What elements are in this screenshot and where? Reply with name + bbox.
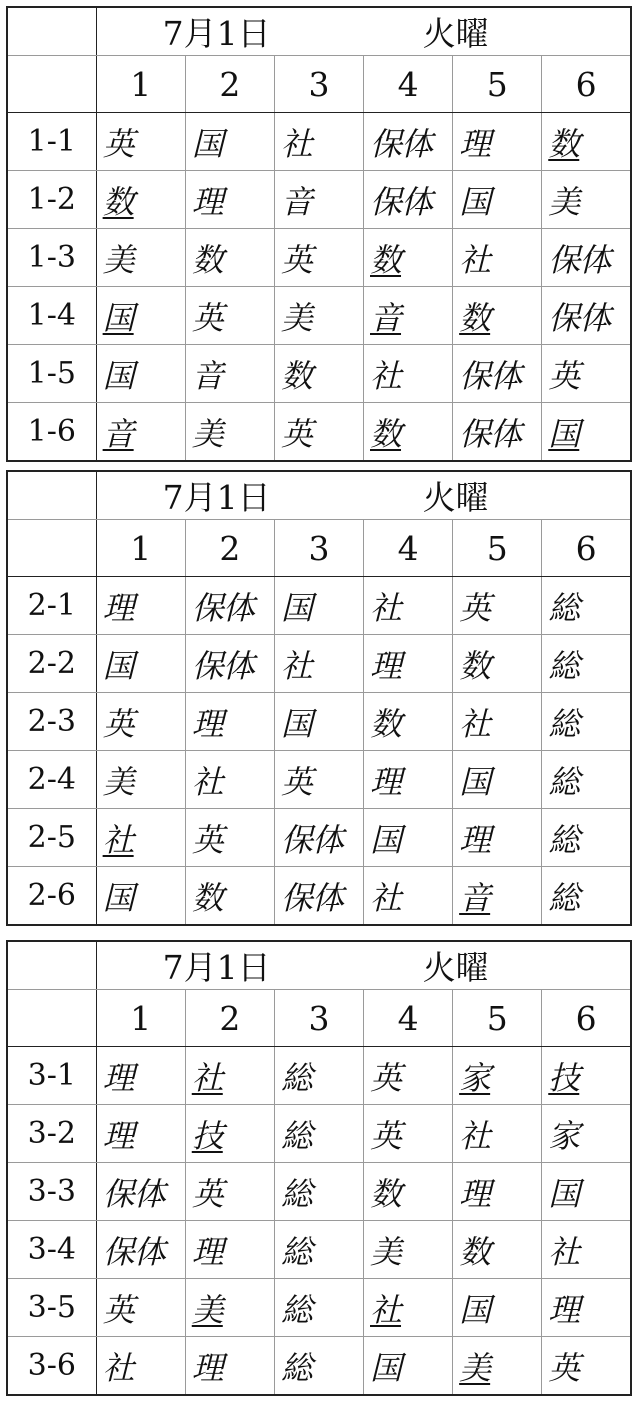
subject-cell <box>542 1105 631 1163</box>
subject-cell <box>542 1221 631 1279</box>
subject-cell <box>364 577 453 635</box>
subject-label: 英 <box>102 1290 134 1329</box>
subject-label: 美 <box>280 298 312 337</box>
subject-cell <box>274 403 363 462</box>
table-row <box>7 287 631 345</box>
table-row <box>7 1047 631 1105</box>
subject-cell <box>364 1221 453 1279</box>
class-label: 2-5 <box>7 809 96 867</box>
subject-cell <box>274 1105 363 1163</box>
subject-cell <box>542 1047 631 1105</box>
table-row <box>7 1221 631 1279</box>
class-label: 2-6 <box>7 867 96 926</box>
subject-cell <box>185 1105 274 1163</box>
subject-label: 総 <box>280 1116 312 1155</box>
subject-cell <box>453 1337 542 1396</box>
class-label: 3-5 <box>7 1279 96 1337</box>
period-header: 2 <box>185 56 274 113</box>
subject-label: 総 <box>548 762 580 801</box>
subject-cell <box>274 1337 363 1396</box>
period-header: 6 <box>542 990 631 1047</box>
subject-label: 理 <box>459 820 491 859</box>
subject-cell <box>96 751 185 809</box>
class-label: 3-3 <box>7 1163 96 1221</box>
corner-cell <box>7 471 96 520</box>
subject-cell <box>364 867 453 926</box>
table-row <box>7 1163 631 1221</box>
table-title <box>96 471 631 520</box>
subject-label: 英 <box>191 820 223 859</box>
subject-label: 保体 <box>548 298 611 337</box>
subject-cell <box>542 809 631 867</box>
subject-cell <box>274 287 363 345</box>
subject-cell <box>542 751 631 809</box>
subject-cell <box>274 1221 363 1279</box>
period-header: 3 <box>274 56 363 113</box>
subject-cell <box>185 1279 274 1337</box>
subject-label: 数 <box>280 356 312 395</box>
subject-label: 総 <box>548 820 580 859</box>
subject-label: 社 <box>102 1348 134 1387</box>
subject-cell <box>453 809 542 867</box>
subject-label: 総 <box>280 1174 312 1213</box>
subject-cell <box>274 1279 363 1337</box>
period-header: 4 <box>364 990 453 1047</box>
subject-cell <box>96 635 185 693</box>
period-header: 1 <box>96 56 185 113</box>
subject-label: 英 <box>280 414 312 453</box>
subject-label: 社 <box>370 1290 402 1329</box>
subject-cell <box>453 403 542 462</box>
subject-label: 音 <box>102 414 134 453</box>
subject-cell <box>542 693 631 751</box>
subject-cell <box>364 287 453 345</box>
table-row <box>7 171 631 229</box>
subject-label: 英 <box>548 356 580 395</box>
subject-label: 国 <box>370 1348 402 1387</box>
subject-cell <box>185 1163 274 1221</box>
subject-cell <box>96 1221 185 1279</box>
subject-cell <box>542 287 631 345</box>
subject-cell <box>274 229 363 287</box>
subject-label: 美 <box>191 414 223 453</box>
subject-label: 総 <box>280 1232 312 1271</box>
subject-cell <box>453 1105 542 1163</box>
subject-label: 英 <box>102 704 134 743</box>
subject-cell <box>542 1279 631 1337</box>
table-title <box>96 941 631 990</box>
table-row <box>7 751 631 809</box>
subject-cell <box>364 1163 453 1221</box>
subject-label: 美 <box>102 762 134 801</box>
subject-cell <box>185 577 274 635</box>
period-header: 5 <box>453 56 542 113</box>
subject-label: 理 <box>102 1116 134 1155</box>
subject-label: 数 <box>370 414 402 453</box>
subject-cell <box>364 1337 453 1396</box>
subject-label: 国 <box>102 878 134 917</box>
subject-label: 理 <box>548 1290 580 1329</box>
subject-label: 総 <box>280 1290 312 1329</box>
subject-cell <box>185 1337 274 1396</box>
subject-label: 数 <box>191 240 223 279</box>
subject-label: 国 <box>548 414 580 453</box>
timetable-grade-2 <box>6 470 632 926</box>
subject-label: 数 <box>102 182 134 221</box>
table-row <box>7 577 631 635</box>
date-label: 7月1日 <box>162 14 271 53</box>
subject-label: 社 <box>370 356 402 395</box>
subject-label: 総 <box>548 588 580 627</box>
table-row <box>7 1105 631 1163</box>
period-header: 5 <box>453 520 542 577</box>
subject-cell <box>96 1337 185 1396</box>
subject-label: 国 <box>459 1290 491 1329</box>
subject-label: 国 <box>548 1174 580 1213</box>
subject-label: 総 <box>548 704 580 743</box>
table-row <box>7 693 631 751</box>
subject-label: 数 <box>548 124 580 163</box>
weekday-label: 火曜 <box>422 948 489 987</box>
subject-cell <box>364 751 453 809</box>
subject-cell <box>542 403 631 462</box>
subject-label: 総 <box>548 646 580 685</box>
subject-cell <box>274 345 363 403</box>
subject-cell <box>185 693 274 751</box>
subject-label: 社 <box>102 820 134 859</box>
subject-cell <box>96 577 185 635</box>
subject-cell <box>364 229 453 287</box>
table-title <box>96 7 631 56</box>
subject-cell <box>274 1163 363 1221</box>
table-row <box>7 345 631 403</box>
subject-label: 理 <box>191 1348 223 1387</box>
subject-label: 理 <box>370 762 402 801</box>
subject-cell <box>185 403 274 462</box>
subject-cell <box>453 693 542 751</box>
subject-label: 数 <box>459 1232 491 1271</box>
subject-label: 社 <box>548 1232 580 1271</box>
subject-cell <box>453 113 542 171</box>
subject-cell <box>274 693 363 751</box>
subject-label: 英 <box>280 240 312 279</box>
subject-cell <box>542 577 631 635</box>
subject-cell <box>453 287 542 345</box>
subject-label: 英 <box>370 1116 402 1155</box>
corner-cell <box>7 7 96 56</box>
subject-label: 英 <box>191 1174 223 1213</box>
class-label: 1-2 <box>7 171 96 229</box>
subject-cell <box>185 1047 274 1105</box>
subject-cell <box>364 635 453 693</box>
subject-label: 社 <box>191 762 223 801</box>
table-row <box>7 635 631 693</box>
subject-label: 数 <box>459 646 491 685</box>
subject-label: 技 <box>548 1058 580 1097</box>
subject-label: 保体 <box>280 878 343 917</box>
class-label: 2-1 <box>7 577 96 635</box>
subject-cell <box>274 577 363 635</box>
table-row <box>7 229 631 287</box>
weekday-label: 火曜 <box>422 478 489 517</box>
class-label: 2-2 <box>7 635 96 693</box>
subject-cell <box>185 171 274 229</box>
subject-label: 社 <box>280 646 312 685</box>
period-header: 2 <box>185 520 274 577</box>
subject-cell <box>185 113 274 171</box>
subject-cell <box>364 403 453 462</box>
subject-cell <box>96 1163 185 1221</box>
subject-label: 国 <box>459 762 491 801</box>
subject-cell <box>453 577 542 635</box>
subject-cell <box>453 635 542 693</box>
corner-cell <box>7 520 96 577</box>
table-row <box>7 809 631 867</box>
subject-cell <box>185 867 274 926</box>
subject-label: 総 <box>280 1058 312 1097</box>
subject-cell <box>453 1163 542 1221</box>
subject-label: 技 <box>191 1116 223 1155</box>
period-header: 6 <box>542 56 631 113</box>
subject-cell <box>453 1047 542 1105</box>
subject-cell <box>274 809 363 867</box>
subject-label: 社 <box>459 240 491 279</box>
subject-cell <box>364 171 453 229</box>
subject-label: 社 <box>370 588 402 627</box>
subject-cell <box>185 751 274 809</box>
subject-cell <box>96 1047 185 1105</box>
subject-label: 保体 <box>280 820 343 859</box>
subject-label: 国 <box>191 124 223 163</box>
subject-label: 保体 <box>102 1174 165 1213</box>
weekday-label: 火曜 <box>422 14 489 53</box>
date-label: 7月1日 <box>162 478 271 517</box>
subject-label: 音 <box>280 182 312 221</box>
subject-cell <box>364 1105 453 1163</box>
subject-cell <box>364 345 453 403</box>
subject-label: 国 <box>370 820 402 859</box>
subject-cell <box>185 287 274 345</box>
subject-cell <box>364 1047 453 1105</box>
subject-cell <box>96 693 185 751</box>
subject-label: 総 <box>548 878 580 917</box>
table-row <box>7 403 631 462</box>
subject-label: 家 <box>548 1116 580 1155</box>
subject-cell <box>274 867 363 926</box>
subject-cell <box>96 403 185 462</box>
subject-cell <box>96 287 185 345</box>
period-header: 1 <box>96 990 185 1047</box>
subject-label: 保体 <box>191 588 254 627</box>
subject-cell <box>542 345 631 403</box>
class-label: 3-2 <box>7 1105 96 1163</box>
subject-label: 理 <box>191 704 223 743</box>
subject-label: 国 <box>102 356 134 395</box>
subject-cell <box>453 751 542 809</box>
subject-label: 社 <box>370 878 402 917</box>
subject-cell <box>453 345 542 403</box>
subject-cell <box>96 1279 185 1337</box>
subject-cell <box>96 113 185 171</box>
subject-cell <box>453 867 542 926</box>
date-label: 7月1日 <box>162 948 271 987</box>
subject-cell <box>185 229 274 287</box>
subject-cell <box>274 171 363 229</box>
class-label: 3-1 <box>7 1047 96 1105</box>
table-row <box>7 867 631 926</box>
subject-cell <box>185 345 274 403</box>
subject-label: 保体 <box>370 124 433 163</box>
subject-label: 美 <box>191 1290 223 1329</box>
table-row <box>7 113 631 171</box>
subject-label: 保体 <box>548 240 611 279</box>
subject-label: 英 <box>370 1058 402 1097</box>
class-label: 1-5 <box>7 345 96 403</box>
subject-label: 美 <box>548 182 580 221</box>
subject-cell <box>364 1279 453 1337</box>
table-row <box>7 1337 631 1396</box>
subject-cell <box>274 751 363 809</box>
period-header: 2 <box>185 990 274 1047</box>
subject-cell <box>274 1047 363 1105</box>
subject-label: 美 <box>102 240 134 279</box>
subject-cell <box>96 809 185 867</box>
period-header: 5 <box>453 990 542 1047</box>
subject-label: 数 <box>370 240 402 279</box>
subject-label: 社 <box>459 1116 491 1155</box>
subject-label: 保体 <box>459 356 522 395</box>
subject-label: 英 <box>191 298 223 337</box>
timetable-grade-3 <box>6 940 632 1396</box>
subject-cell <box>453 1221 542 1279</box>
corner-cell <box>7 56 96 113</box>
class-label: 1-3 <box>7 229 96 287</box>
subject-label: 国 <box>280 704 312 743</box>
subject-label: 英 <box>548 1348 580 1387</box>
subject-label: 美 <box>370 1232 402 1271</box>
subject-label: 家 <box>459 1058 491 1097</box>
subject-label: 音 <box>191 356 223 395</box>
subject-cell <box>542 113 631 171</box>
subject-cell <box>453 1279 542 1337</box>
class-label: 1-6 <box>7 403 96 462</box>
class-label: 1-1 <box>7 113 96 171</box>
subject-label: 英 <box>102 124 134 163</box>
subject-label: 総 <box>280 1348 312 1387</box>
period-header: 3 <box>274 520 363 577</box>
subject-cell <box>185 635 274 693</box>
subject-cell <box>96 171 185 229</box>
class-label: 2-3 <box>7 693 96 751</box>
corner-cell <box>7 941 96 990</box>
subject-cell <box>364 809 453 867</box>
subject-label: 美 <box>459 1348 491 1387</box>
subject-label: 音 <box>459 878 491 917</box>
subject-label: 数 <box>370 1174 402 1213</box>
period-header: 4 <box>364 520 453 577</box>
subject-label: 理 <box>191 182 223 221</box>
subject-label: 国 <box>459 182 491 221</box>
subject-cell <box>185 1221 274 1279</box>
subject-cell <box>542 867 631 926</box>
subject-label: 理 <box>102 588 134 627</box>
subject-label: 音 <box>370 298 402 337</box>
period-header: 6 <box>542 520 631 577</box>
subject-label: 数 <box>459 298 491 337</box>
subject-cell <box>274 635 363 693</box>
subject-label: 理 <box>191 1232 223 1271</box>
subject-cell <box>542 1163 631 1221</box>
subject-label: 国 <box>280 588 312 627</box>
period-header: 4 <box>364 56 453 113</box>
subject-cell <box>453 229 542 287</box>
subject-cell <box>542 1337 631 1396</box>
class-label: 3-6 <box>7 1337 96 1396</box>
corner-cell <box>7 990 96 1047</box>
subject-label: 保体 <box>191 646 254 685</box>
timetable-grade-1 <box>6 6 632 462</box>
subject-label: 英 <box>459 588 491 627</box>
subject-cell <box>185 809 274 867</box>
subject-label: 社 <box>191 1058 223 1097</box>
subject-cell <box>542 635 631 693</box>
subject-label: 理 <box>459 124 491 163</box>
subject-label: 保体 <box>370 182 433 221</box>
subject-cell <box>96 229 185 287</box>
class-label: 3-4 <box>7 1221 96 1279</box>
subject-label: 理 <box>459 1174 491 1213</box>
subject-cell <box>542 229 631 287</box>
subject-label: 数 <box>370 704 402 743</box>
subject-cell <box>96 867 185 926</box>
class-label: 2-4 <box>7 751 96 809</box>
subject-cell <box>274 113 363 171</box>
subject-label: 理 <box>370 646 402 685</box>
subject-cell <box>364 113 453 171</box>
subject-label: 国 <box>102 646 134 685</box>
period-header: 3 <box>274 990 363 1047</box>
subject-label: 英 <box>280 762 312 801</box>
subject-label: 保体 <box>102 1232 165 1271</box>
subject-label: 理 <box>102 1058 134 1097</box>
subject-label: 国 <box>102 298 134 337</box>
table-row <box>7 1279 631 1337</box>
subject-label: 社 <box>280 124 312 163</box>
class-label: 1-4 <box>7 287 96 345</box>
subject-label: 社 <box>459 704 491 743</box>
subject-cell <box>542 171 631 229</box>
subject-label: 保体 <box>459 414 522 453</box>
subject-cell <box>364 693 453 751</box>
subject-cell <box>96 345 185 403</box>
subject-label: 数 <box>191 878 223 917</box>
subject-cell <box>453 171 542 229</box>
period-header: 1 <box>96 520 185 577</box>
subject-cell <box>96 1105 185 1163</box>
